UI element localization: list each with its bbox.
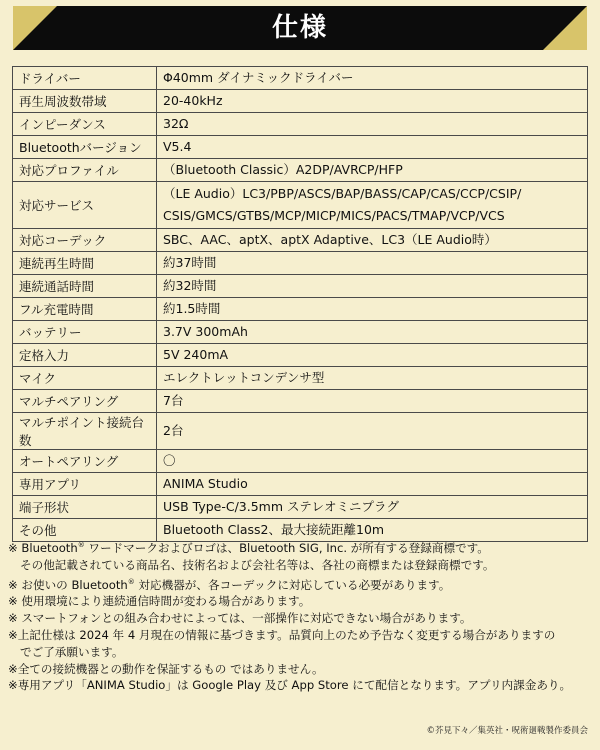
spec-value: 20-40kHz bbox=[157, 90, 588, 113]
spec-label: インピーダンス bbox=[13, 113, 157, 136]
spec-label: 専用アプリ bbox=[13, 473, 157, 496]
spec-label: 対応プロファイル bbox=[13, 159, 157, 182]
spec-row bbox=[13, 450, 588, 473]
spec-value: 約1.5時間 bbox=[157, 298, 588, 321]
spec-row bbox=[13, 413, 588, 450]
spec-row bbox=[13, 367, 588, 390]
spec-row bbox=[13, 321, 588, 344]
spec-value bbox=[157, 182, 588, 229]
note-codec: ※ お使いの Bluetooth® 対応機器が、各コーデックに対応している必要があります。 bbox=[8, 577, 451, 592]
spec-value: USB Type-C/3.5mm ステレオミニプラグ bbox=[157, 496, 588, 519]
spec-row bbox=[13, 67, 588, 90]
spec-label: 再生周波数帯域 bbox=[13, 90, 157, 113]
spec-label: マルチポイント接続台数 bbox=[13, 413, 157, 450]
note-guarantee: ※全ての接続機器との動作を保証するもの ではありません。 bbox=[8, 661, 324, 676]
spec-value: SBC、AAC、aptX、aptX Adaptive、LC3（LE Audio時） bbox=[157, 229, 588, 252]
spec-row bbox=[13, 90, 588, 113]
spec-value-line: （LE Audio）LC3/PBP/ASCS/BAP/BASS/CAP/CAS/CCP/CSIP/ bbox=[163, 186, 522, 201]
spec-label: マルチペアリング bbox=[13, 390, 157, 413]
note-spec-date-cont: でご了承願います。 bbox=[20, 644, 124, 659]
spec-label: オートペアリング bbox=[13, 450, 157, 473]
spec-value: 約32時間 bbox=[157, 275, 588, 298]
spec-label: 定格入力 bbox=[13, 344, 157, 367]
spec-row bbox=[13, 229, 588, 252]
spec-label: 端子形状 bbox=[13, 496, 157, 519]
spec-label: マイク bbox=[13, 367, 157, 390]
spec-value: エレクトレットコンデンサ型 bbox=[157, 367, 588, 390]
spec-label: その他 bbox=[13, 519, 157, 542]
spec-value-line: CSIS/GMCS/GTBS/MCP/MICP/MICS/PACS/TMAP/VCP/VCS bbox=[163, 208, 505, 223]
spec-row bbox=[13, 390, 588, 413]
spec-row bbox=[13, 113, 588, 136]
spec-value: 7台 bbox=[157, 390, 588, 413]
spec-row bbox=[13, 159, 588, 182]
spec-row bbox=[13, 275, 588, 298]
page-title: 仕様 bbox=[271, 13, 328, 43]
spec-label: Bluetoothバージョン bbox=[13, 136, 157, 159]
spec-value: 2台 bbox=[157, 413, 588, 450]
spec-row bbox=[13, 344, 588, 367]
spec-label: 対応サービス bbox=[13, 182, 157, 229]
title-banner bbox=[13, 6, 587, 50]
spec-value: Φ40mm ダイナミックドライバー bbox=[157, 67, 588, 90]
spec-row bbox=[13, 252, 588, 275]
copyright: ©芥見下々／集英社・呪術廻戦製作委員会 bbox=[426, 726, 588, 736]
note-app: ※専用アプリ「ANIMA Studio」は Google Play 及び App Store にて配信となります。アプリ内課金あり。 bbox=[8, 678, 572, 693]
spec-table bbox=[12, 66, 588, 542]
spec-label: バッテリー bbox=[13, 321, 157, 344]
spec-value: 32Ω bbox=[157, 113, 588, 136]
footnotes bbox=[8, 537, 596, 694]
spec-row bbox=[13, 496, 588, 519]
spec-row bbox=[13, 182, 588, 229]
spec-value: ANIMA Studio bbox=[157, 473, 588, 496]
spec-value: 〇 bbox=[157, 450, 588, 473]
note-environment: ※ 使用環境により連続通信時間が変わる場合があります。 bbox=[8, 594, 311, 609]
spec-value: Bluetooth Class2、最大接続距離10m bbox=[157, 519, 588, 542]
spec-label: 連続通話時間 bbox=[13, 275, 157, 298]
note-trademark: ※ Bluetooth® ワードマークおよびロゴは、Bluetooth SIG, Inc. が所有する登録商標です。 bbox=[8, 541, 489, 555]
spec-value: 5V 240mA bbox=[157, 344, 588, 367]
note-spec-date: ※上記仕様は 2024 年 4 月現在の情報に基づきます。品質向上のため予告なく変更する場合がありますの bbox=[8, 627, 556, 642]
spec-label: 連続再生時間 bbox=[13, 252, 157, 275]
spec-value: （Bluetooth Classic）A2DP/AVRCP/HFP bbox=[157, 159, 588, 182]
spec-value: V5.4 bbox=[157, 136, 588, 159]
spec-value: 3.7V 300mAh bbox=[157, 321, 588, 344]
spec-label: フル充電時間 bbox=[13, 298, 157, 321]
spec-row bbox=[13, 136, 588, 159]
note-smartphone: ※ スマートフォンとの組み合わせによっては、一部操作に対応できない場合があります。 bbox=[8, 611, 472, 626]
spec-label: 対応コーデック bbox=[13, 229, 157, 252]
spec-row bbox=[13, 473, 588, 496]
spec-row bbox=[13, 298, 588, 321]
spec-label: ドライバー bbox=[13, 67, 157, 90]
note-trademark-cont: その他記載されている商品名、技術名および会社名等は、各社の商標または登録商標です。 bbox=[20, 557, 495, 572]
spec-value: 約37時間 bbox=[157, 252, 588, 275]
